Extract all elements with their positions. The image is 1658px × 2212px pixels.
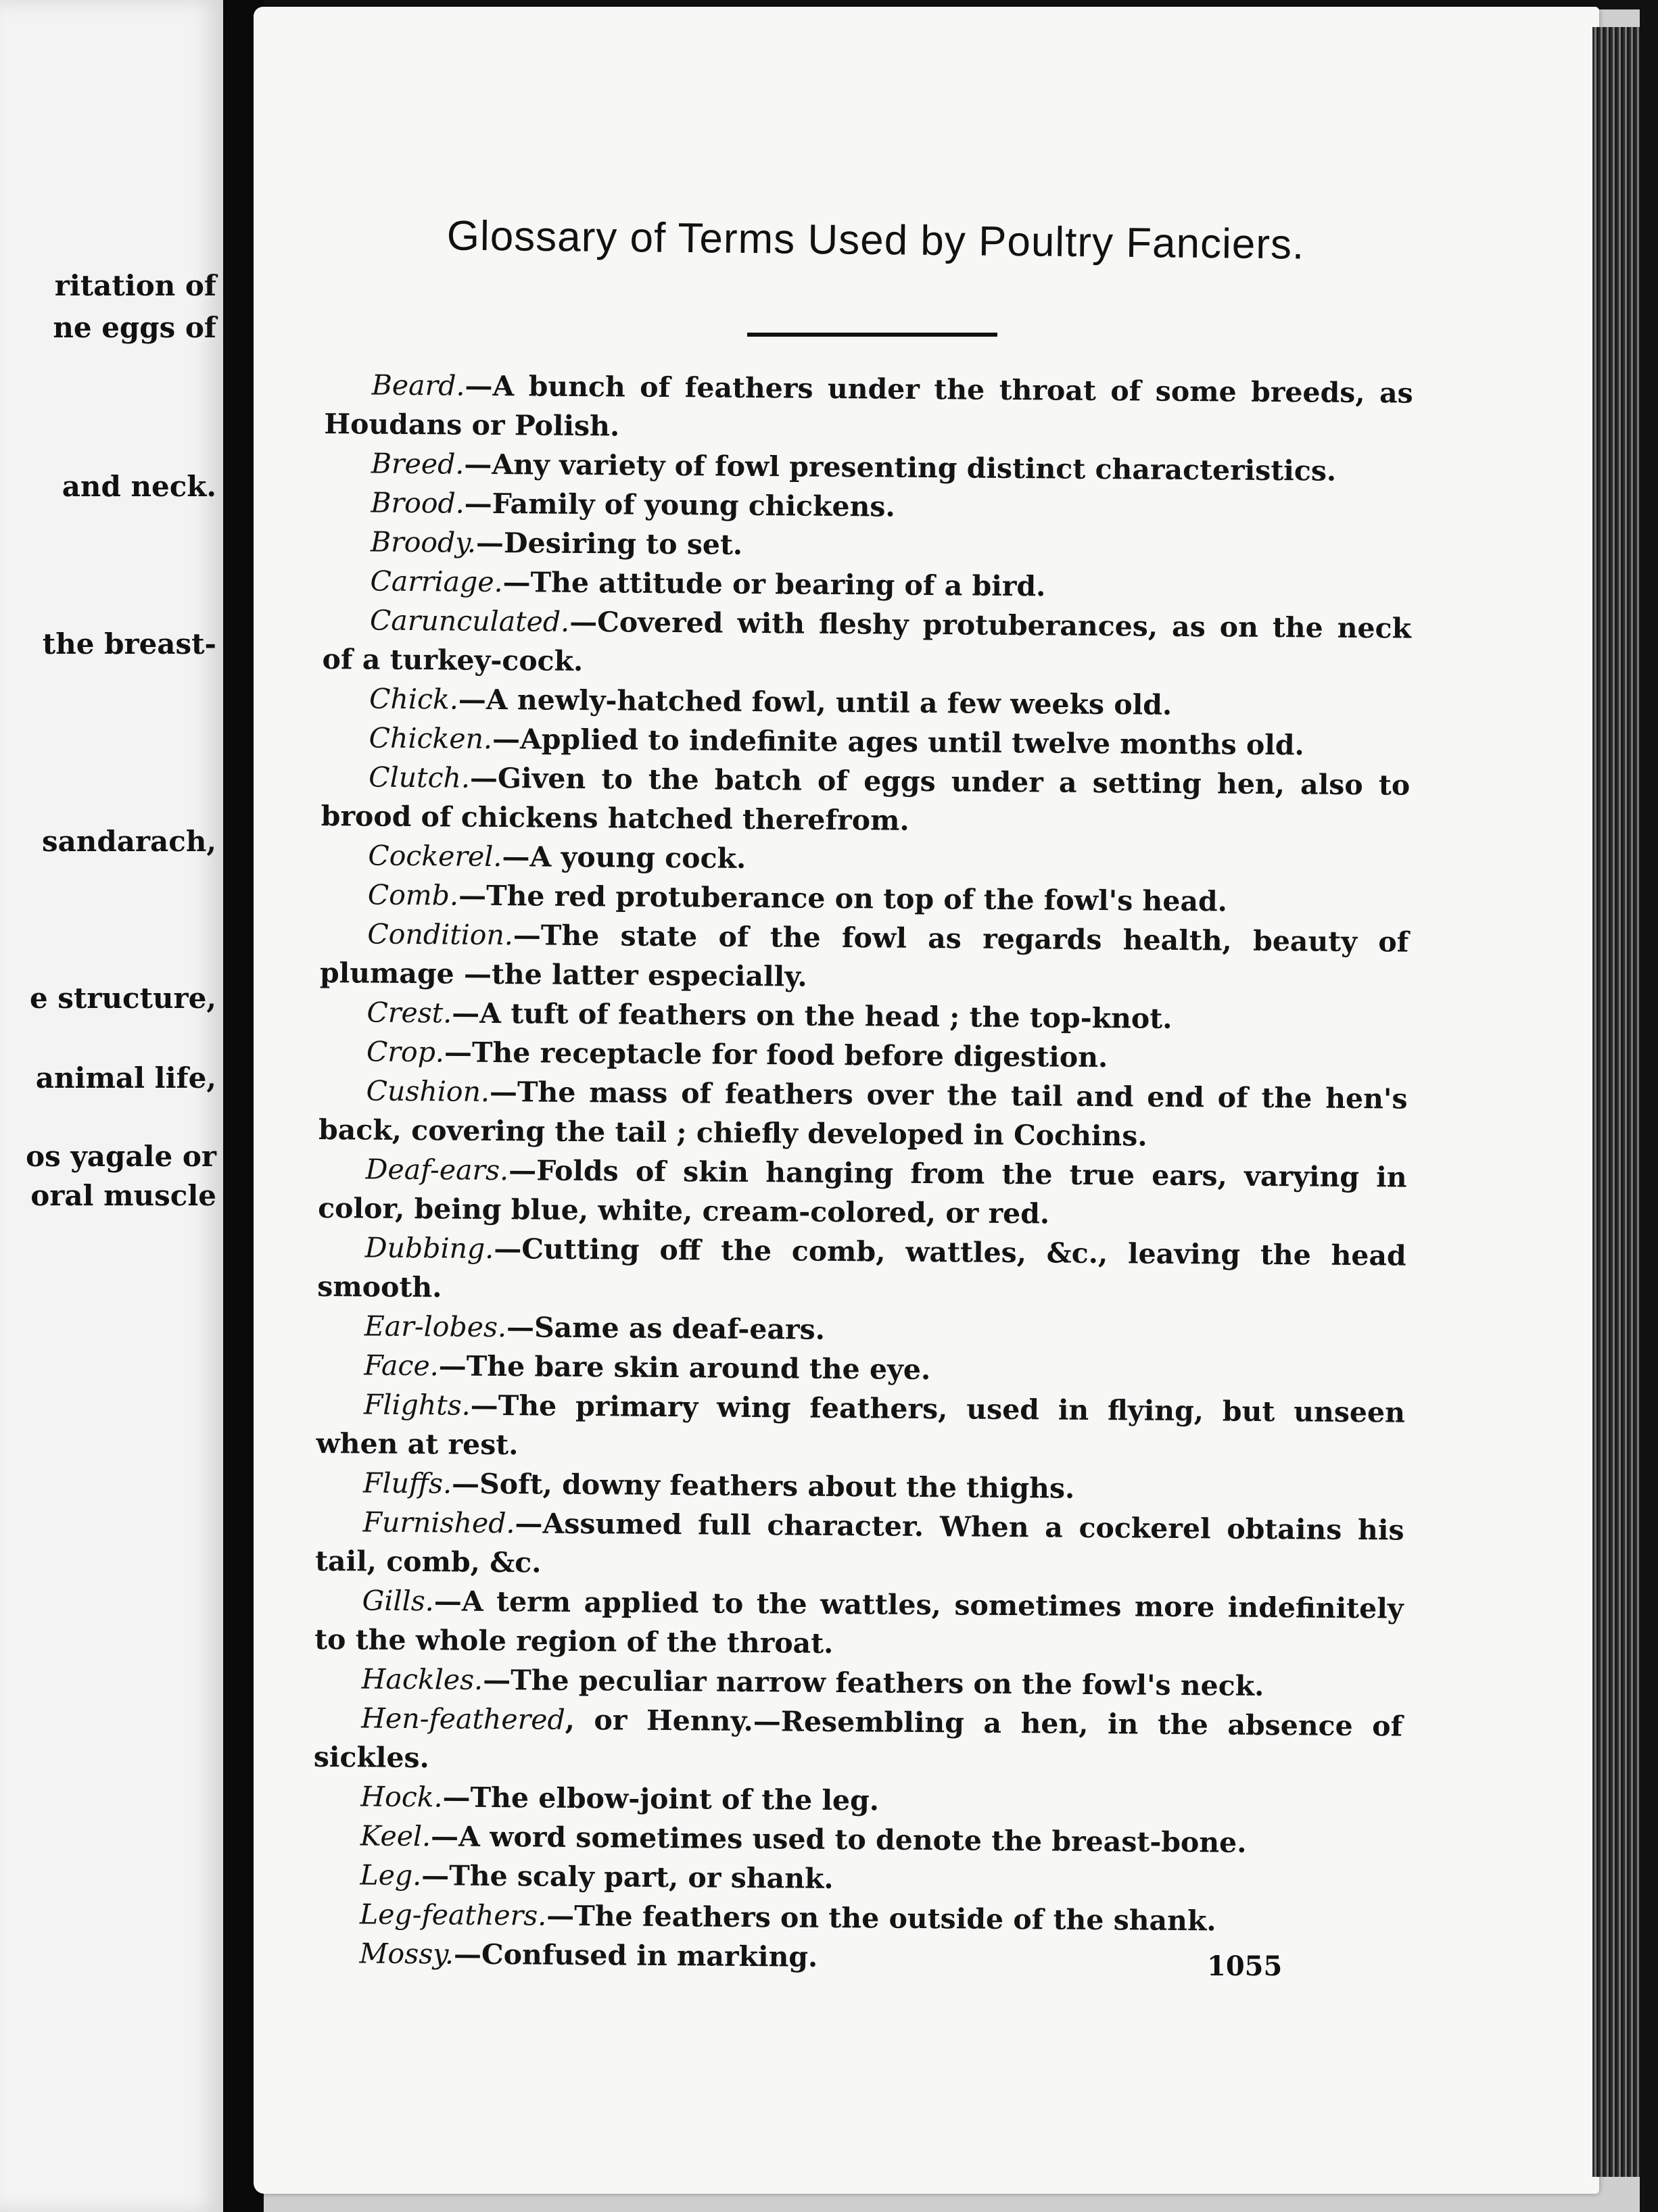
glossary-entry [322, 600, 1411, 688]
left-page-fragment: sandarach, [41, 825, 216, 858]
glossary-term: Brood. [371, 486, 465, 520]
glossary-term: Crest. [366, 996, 452, 1030]
glossary-term: Condition. [367, 917, 514, 952]
glossary-definition: —The elbow-joint of the leg. [442, 1781, 880, 1817]
left-page-fragment: and neck. [62, 470, 216, 503]
glossary-definition: —The primary wing feathers, used in flying, but unseen when at rest. [316, 1389, 1406, 1462]
glossary-definition: —The red protuberance on top of the fowl's head. [458, 879, 1228, 918]
glossary-term: Hackles. [361, 1662, 483, 1696]
glossary-term: Face. [364, 1349, 439, 1382]
glossary-term: Chicken. [369, 721, 493, 755]
glossary-definition: —Folds of skin hanging from the true ears, varying in color, being blue, white, cream-colored, or red. [318, 1154, 1407, 1230]
glossary-definition: —Desiring to set. [475, 526, 743, 561]
page-edges [1592, 27, 1640, 2177]
glossary-definition: —Family of young chickens. [464, 487, 895, 523]
glossary-definition: —Soft, downy feathers about the thighs. [451, 1467, 1075, 1505]
glossary-definition: —Cutting off the comb, wattles, &c., leaving the head smooth. [317, 1232, 1406, 1304]
glossary-definition: —Same as deaf-ears. [506, 1311, 826, 1346]
glossary-definition: —A bunch of feathers under the throat of some breeds, as Houdans or Polish. [324, 369, 1413, 443]
glossary-term: Hen-feathered [361, 1702, 565, 1736]
glossary-entry [314, 1698, 1403, 1785]
glossary-term: Keel. [360, 1819, 431, 1853]
glossary-term: Fluffs. [362, 1466, 452, 1500]
glossary-term: Clutch. [369, 761, 471, 794]
glossary-term: Dubbing. [364, 1231, 494, 1266]
glossary-definition: —Covered with fleshy protuberances, as on the neck of a turkey-cock. [322, 605, 1412, 678]
left-facing-page [0, 0, 223, 2212]
left-page-fragment: os yagale or [26, 1140, 216, 1173]
glossary-entry [314, 1581, 1404, 1668]
left-page-fragment: e structure, [29, 982, 216, 1015]
glossary-entry [321, 757, 1411, 844]
glossary-definition: —Any variety of fowl presenting distinct characteristics. [464, 448, 1337, 487]
glossary-term: Flights. [363, 1388, 471, 1422]
glossary-definition: —The peculiar narrow feathers on the fowl's neck. [483, 1663, 1264, 1702]
glossary-term: Beard. [371, 368, 465, 402]
glossary-entry [316, 1385, 1405, 1472]
glossary-term: Carriage. [370, 564, 503, 599]
glossary-definition: —A word sometimes used to denote the breast-bone. [430, 1820, 1247, 1859]
glossary-definition: —The attitude or bearing of a bird. [502, 566, 1046, 603]
glossary-definition: —The state of the fowl as regards health, beauty of plumage —the latter especially. [319, 919, 1409, 993]
glossary-definition: —The scaly part, or shank. [421, 1859, 834, 1895]
glossary-entry [320, 914, 1409, 1001]
glossary-definition: —A newly-hatched fowl, until a few weeks old. [458, 683, 1173, 721]
glossary-list [312, 365, 1413, 1981]
glossary-definition: —Confused in marking. [453, 1938, 818, 1973]
left-page-fragment: animal life, [35, 1061, 216, 1095]
glossary-definition: —A term applied to the wattles, sometimes more indefinitely to the whole region of the throat. [314, 1585, 1404, 1660]
scan-border-right [1640, 0, 1658, 2212]
glossary-term: Furnished. [362, 1506, 515, 1540]
glossary-term: Cockerel. [368, 839, 502, 873]
glossary-term: Leg. [360, 1858, 422, 1892]
glossary-definition: , or Henny.—Resembling a hen, in the absence of sickles. [313, 1703, 1403, 1775]
glossary-term: Cushion. [366, 1074, 490, 1108]
glossary-term: Hock. [360, 1780, 443, 1814]
glossary-term: Carunculated. [369, 604, 570, 638]
left-page-fragment: ne eggs of [53, 311, 216, 344]
title-rule [747, 333, 997, 337]
glossary-term: Mossy. [359, 1937, 454, 1971]
glossary-term: Broody. [370, 525, 477, 559]
glossary-definition: —Applied to indefinite ages until twelve months old. [492, 722, 1304, 762]
glossary-term: Crop. [366, 1035, 445, 1069]
glossary-entry [315, 1502, 1404, 1589]
left-page-fragment: the breast- [42, 627, 216, 660]
left-page-fragment: oral muscle [30, 1179, 216, 1212]
glossary-term: Breed. [371, 447, 465, 481]
left-page-fragment: ritation of [54, 269, 216, 302]
glossary-entry [317, 1228, 1406, 1315]
glossary-definition: —The bare skin around the eye. [438, 1349, 931, 1387]
page-number: 1055 [1207, 1950, 1283, 1982]
glossary-definition: —A tuft of feathers on the head ; the top-knot. [452, 996, 1173, 1035]
glossary-entry [324, 365, 1413, 452]
glossary-definition: —Given to the batch of eggs under a setting hen, also to brood of chickens hatched therefrom. [321, 761, 1411, 837]
glossary-definition: —A young cock. [502, 840, 747, 875]
glossary-term: Ear-lobes. [364, 1309, 507, 1344]
glossary-definition: —The mass of feathers over the tail and end of the hen's back, covering the tail ; chiefly developed in Cochins. [318, 1075, 1408, 1153]
glossary-term: Leg-feathers. [359, 1898, 547, 1932]
glossary-definition: —The receptacle for food before digestion. [444, 1036, 1108, 1074]
glossary-definition: —Assumed full character. When a cockerel obtains his tail, comb, &c. [314, 1507, 1404, 1579]
glossary-term: Deaf-ears. [365, 1153, 509, 1187]
glossary-term: Chick. [369, 682, 459, 716]
glossary-term: Gills. [362, 1584, 435, 1618]
glossary-term: Comb. [367, 878, 459, 912]
page-title: Glossary of Terms Used by Poultry Fanciers. [446, 212, 1305, 268]
glossary-entry [318, 1071, 1408, 1158]
glossary-definition: —The feathers on the outside of the shank. [546, 1899, 1216, 1938]
glossary-entry [318, 1149, 1407, 1236]
